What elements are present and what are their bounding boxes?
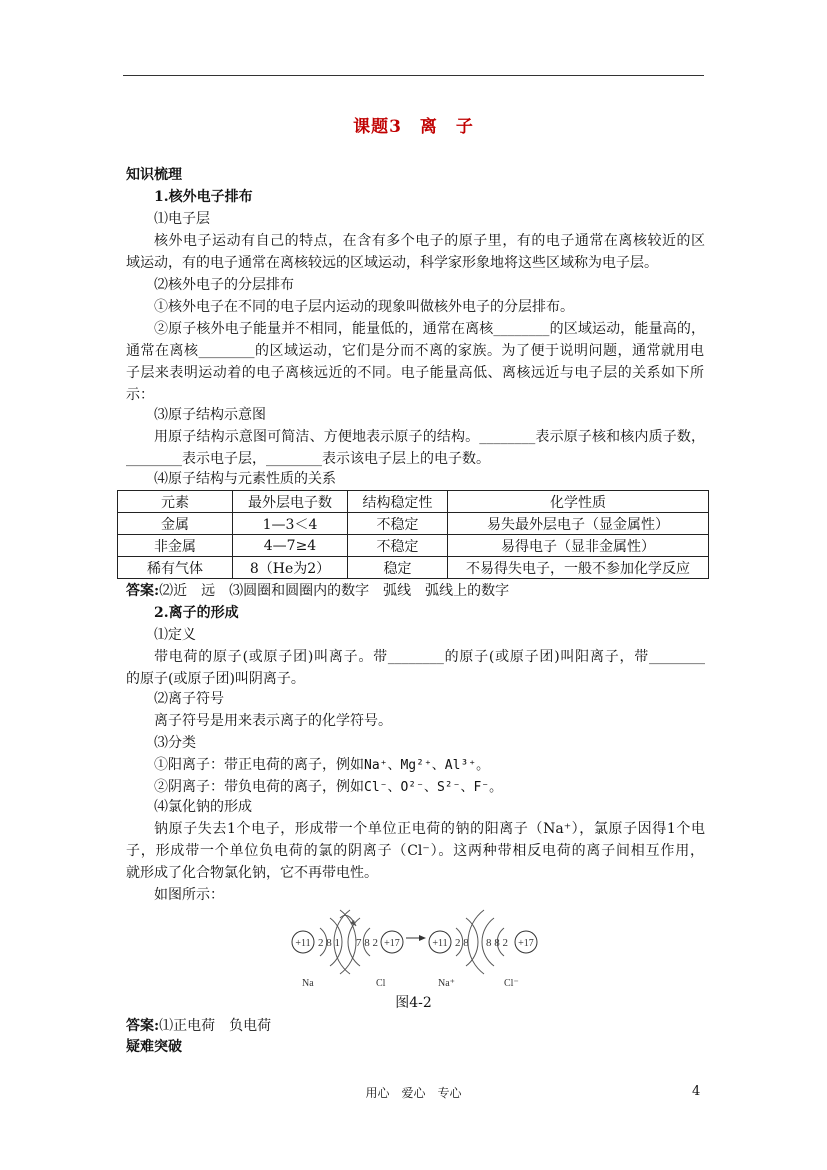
table-cell: 不易得失电子，一般不参加化学反应 [448,557,709,579]
paragraph-line: 离子符号是用来表示离子的化学符号。 [154,713,392,729]
subsection-heading: 1.核外电子排布 [154,189,253,205]
table-header: 元素 [118,491,233,513]
na-ion-label: Na⁺ [438,978,455,989]
answer-line [126,1016,271,1036]
table-row [118,557,709,579]
table-row [118,513,709,535]
section-heading: 知识梳理 [126,167,182,183]
paragraph-line: 核外电子运动有自己的特点，在含有多个电子的原子里，有的电子通常在离核较近的区 [154,233,705,249]
anion-definition: ②阴离子：带负电荷的离子，例如 [154,779,364,795]
table-cell: 不稳定 [348,535,448,557]
table-cell: 易失最外层电子（显金属性） [448,513,709,535]
table-cell: 稀有气体 [118,557,233,579]
item-heading: ⑷原子结构与元素性质的关系 [154,471,336,487]
answer-text: ⑵近 远 ⑶圆圈和圆圈内的数字 弧线 弧线上的数字 [159,583,510,599]
page-number: 4 [692,1084,701,1099]
cation-examples: Na⁺、Mg²⁺、Al³⁺。 [364,758,490,773]
paragraph-line [154,777,502,798]
cl-ion-label: Cl⁻ [504,978,519,989]
cl-ion [468,910,537,989]
footer-motto: 用心 爱心 专心 [365,1086,462,1100]
paragraph-line: 域运动，有的电子通常在离核较远的区域运动，科学家形象地将这些区域称为电子层。 [126,255,658,271]
table-header: 结构稳定性 [348,491,448,513]
na-ion-nucleus-label: +11 [432,938,448,949]
header-rule [123,75,704,76]
item-heading: ⑴电子层 [154,211,210,227]
section-heading: 疑难突破 [126,1039,182,1055]
paragraph-line: 示： [126,387,154,403]
table-cell: 4—7≥4 [233,535,348,557]
paragraph-line: ①核外电子在不同的电子层内运动的现象叫做核外电子的分层排布。 [154,299,574,315]
cl-nucleus-label: +17 [384,938,400,949]
na-ion-shell-electrons: 2 8 [455,937,469,949]
na-atom [292,910,356,989]
subsection-heading: 2.离子的形成 [154,605,239,621]
cl-label: Cl [376,978,386,989]
paragraph-line: ________表示电子层，________表示该电子层上的电子数。 [126,451,490,467]
table-cell: 稳定 [348,557,448,579]
paragraph-line: 的原子(或原子团)叫阴离子。 [126,671,305,687]
cl-atom [334,910,403,989]
item-heading: ⑵核外电子的分层排布 [154,277,294,293]
table-cell: 1—3＜4 [233,513,348,535]
reaction-arrowhead [419,935,426,941]
item-heading: ⑶原子结构示意图 [154,407,266,423]
table-header-row [118,491,709,513]
answer-text: ⑴正电荷 负电荷 [159,1018,272,1034]
table-cell: 金属 [118,513,233,535]
answer-label: 答案: [126,583,160,599]
answer-line [126,581,509,601]
table-cell: 8（He为2） [233,557,348,579]
paragraph-line: 就形成了化合物氯化钠，它不再带电性。 [126,865,378,881]
paragraph-line: ②原子核外电子能量并不相同，能量低的，通常在离核________的区域运动，能量高的， [154,321,705,337]
cl-shell-electrons: 7 8 2 [356,937,378,949]
cl-ion-nucleus-label: +17 [518,938,534,949]
table-cell: 易得电子（显非金属性） [448,535,709,557]
figure-caption: 图4-2 [395,995,432,1011]
table-row [118,535,709,557]
sodium-chloride-formation-diagram [288,904,548,990]
table-cell: 不稳定 [348,513,448,535]
paragraph-line: 如图所示： [154,887,224,903]
table-header: 最外层电子数 [233,491,348,513]
item-heading: ⑵离子符号 [154,691,224,707]
paragraph-line: 子，形成带一个单位负电荷的氯的阴离子（Cl⁻）。这两种带相反电荷的离子间相互作用， [126,843,704,859]
table-header: 化学性质 [448,491,709,513]
item-heading: ⑴定义 [154,627,196,643]
na-nucleus-label: +11 [295,938,311,949]
paragraph-line: 钠原子失去1个电子，形成带一个单位正电荷的钠的阳离子（Na⁺），氯原子因得1个电 [154,821,705,837]
table-cell: 非金属 [118,535,233,557]
paragraph-line [154,755,489,776]
paragraph-line: 带电荷的原子(或原子团)叫离子。带________的原子(或原子团)叫阳离子，带________ [154,649,705,665]
element-properties-table [117,490,709,579]
answer-label: 答案: [126,1018,160,1034]
paragraph-line: 子层来表明运动着的电子离核远近的不同。电子能量高低、离核远近与电子层的关系如下所 [126,365,704,381]
page-title: 课题3 离 子 [353,117,474,137]
cl-ion-shell-electrons: 8 8 2 [486,937,508,949]
na-label: Na [302,978,314,989]
paragraph-line: 通常在离核________的区域运动，它们是分而不离的家族。为了便于说明问题，通常就用电 [126,343,704,359]
item-heading: ⑶分类 [154,735,196,751]
cation-definition: ①阳离子：带正电荷的离子，例如 [154,757,364,773]
na-shell-electrons: 2 8 1 [318,937,340,949]
paragraph-line: 用原子结构示意图可简洁、方便地表示原子的结构。________表示原子核和核内质子数， [154,429,705,445]
item-heading: ⑷氯化钠的形成 [154,799,252,815]
anion-examples: Cl⁻、O²⁻、S²⁻、F⁻。 [364,780,503,795]
